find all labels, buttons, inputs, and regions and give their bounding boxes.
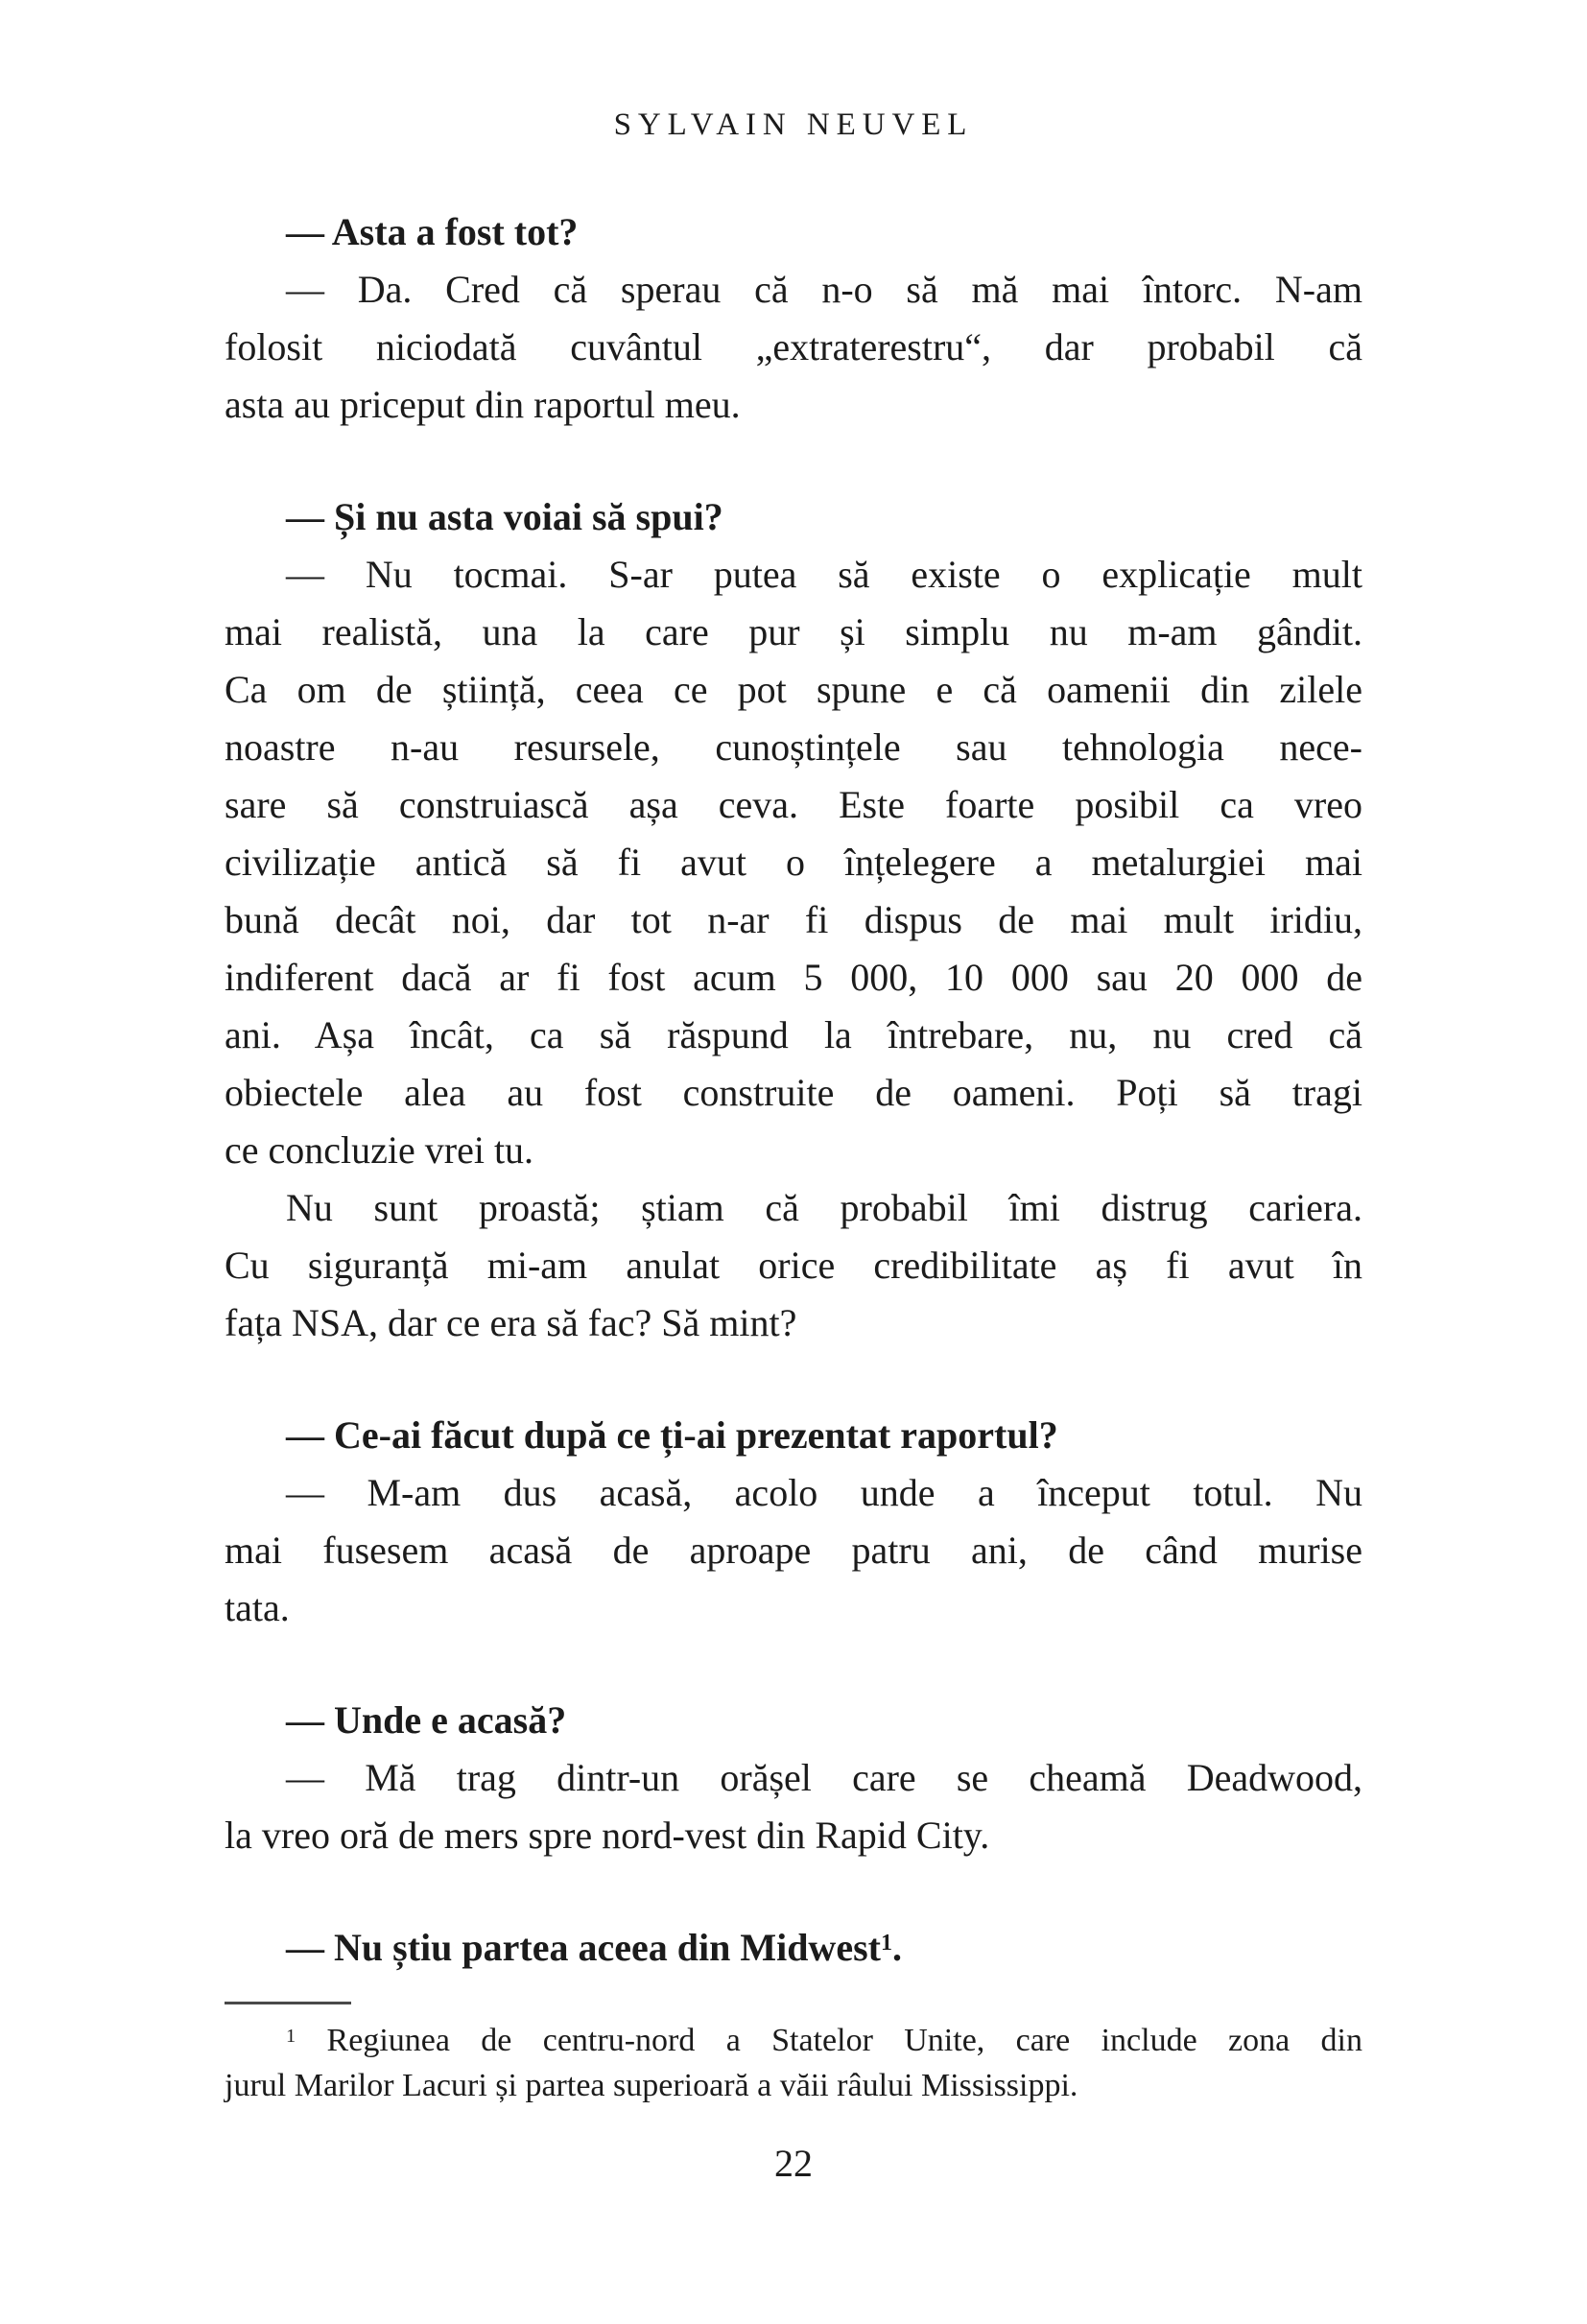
text-line: Nu sunt proastă; știam că probabil îmi distrug cariera. [286,1186,1362,1229]
paragraph [225,1749,1362,1864]
dialogue-question: — Și nu asta voiai să spui? [286,495,723,538]
text-line: tata. [225,1586,290,1629]
footnote-line: jurul Marilor Lacuri și partea superioară a văii râului Mississippi. [225,2068,1078,2103]
text-line: — Mă trag dintr-un orășel care se cheamă Deadwood, [286,1756,1362,1799]
text-line: civilizație antică să fi avut o înțelegere a metalurgiei mai [225,841,1362,884]
footnote-reference: 1 [880,1931,892,1956]
paragraph [225,1464,1362,1637]
text-line: Ca om de știință, ceea ce pot spune e că oamenii din zilele [225,668,1362,711]
dialogue-question: — Ce-ai făcut după ce ți-ai prezentat raportul? [286,1413,1058,1457]
footnote [225,2018,1362,2108]
footnote-marker: 1 [286,2025,296,2047]
text-line: mai realistă, una la care pur și simplu nu m-am gândit. [225,610,1362,653]
text-line: ce concluzie vrei tu. [225,1128,534,1172]
text-line: bună decât noi, dar tot n-ar fi dispus de mai mult iridiu, [225,898,1362,941]
text-line: — Nu tocmai. S-ar putea să existe o explicație mult [286,553,1362,596]
text-line: indiferent dacă ar fi fost acum 5 000, 10 000 sau 20 000 de [225,956,1362,999]
footnote-separator [225,2002,351,2004]
text-line: mai fusesem acasă de aproape patru ani, de când murise [225,1529,1362,1572]
running-head: SYLVAIN NEUVEL [613,107,974,142]
text-line: Cu siguranță mi-am anulat orice credibilitate aș fi avut în [225,1244,1362,1287]
text-line: fața NSA, dar ce era să fac? Să mint? [225,1301,797,1344]
text-line: ani. Așa încât, ca să răspund la întrebare, nu, nu cred că [225,1013,1362,1056]
footnote-area [225,2002,1362,2108]
paragraph [225,546,1362,1179]
text-column [225,203,1362,1977]
text-line: — Da. Cred că sperau că n-o să mă mai întorc. N-am [286,268,1362,311]
text-line: la vreo oră de mers spre nord-vest din Rapid City. [225,1814,990,1857]
paragraph [225,261,1362,434]
text-line: — M-am dus acasă, acolo unde a început totul. Nu [286,1471,1362,1514]
text-line: noastre n-au resursele, cunoștințele sau tehnologia nece- [225,725,1362,769]
text-line: folosit niciodată cuvântul „extraterestru“, dar probabil că [225,325,1362,368]
dialogue-question: — Asta a fost tot? [286,210,579,253]
text-line: obiectele alea au fost construite de oameni. Poți să tragi [225,1071,1362,1114]
dialogue-question: — Nu știu partea aceea din Midwest$^1$. [286,1926,902,1969]
page-number: 22 [774,2142,813,2185]
text-line: sare să construiască așa ceva. Este foarte posibil ca vreo [225,783,1362,826]
footnote-line: $^1$ Regiunea de centru-nord a Statelor Unite, care include zona din [286,2023,1362,2058]
text-line: asta au priceput din raportul meu. [225,383,741,426]
paragraph [225,1179,1362,1352]
dialogue-question: — Unde e acasă? [286,1698,567,1742]
